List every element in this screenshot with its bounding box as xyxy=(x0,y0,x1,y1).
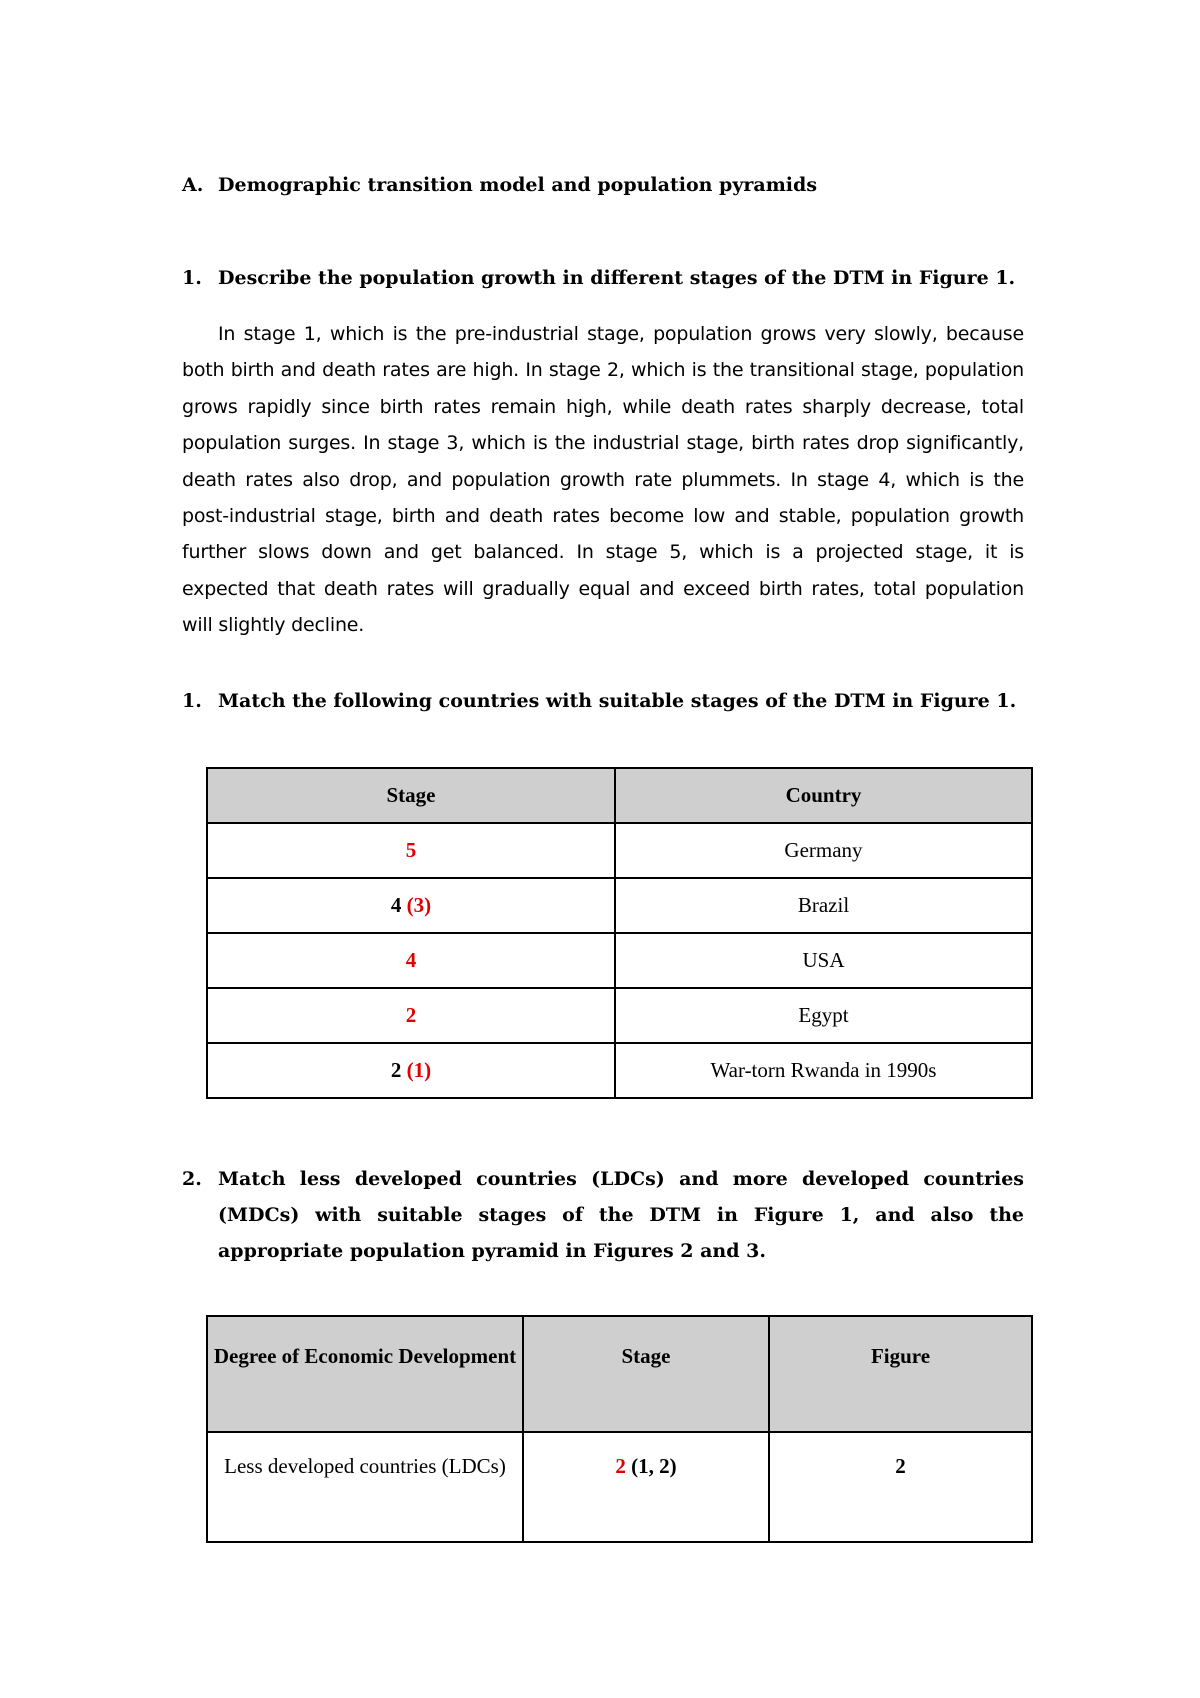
country-cell: Egypt xyxy=(615,988,1032,1043)
question-1-number: 1. xyxy=(182,267,202,289)
country-cell: USA xyxy=(615,933,1032,988)
stage-cell xyxy=(207,933,615,988)
stage-value: 4 xyxy=(390,893,402,917)
stage-correction: 2 xyxy=(615,1454,626,1478)
question-1-text: Describe the population growth in different stages of the DTM in Figure 1. xyxy=(218,267,1016,289)
stage-cell xyxy=(207,823,615,878)
question-2-text: Match less developed countries (LDCs) and more developed countries (MDCs) with suitable stages of the DTM in Figure 1, and also the appropriate population pyramid in Figures 2 and 3. xyxy=(218,1168,1024,1262)
header-stage: Stage xyxy=(207,768,615,823)
section-label: A. xyxy=(182,174,204,196)
stage-cell xyxy=(207,1043,615,1098)
table-header-row xyxy=(207,768,1032,823)
stage-correction: 5 xyxy=(405,838,417,862)
stage-country-table xyxy=(206,767,1033,1099)
country-cell: War-torn Rwanda in 1990s xyxy=(615,1043,1032,1098)
question-2 xyxy=(182,1161,1024,1269)
stage-correction: 2 xyxy=(405,1003,417,1027)
table-row xyxy=(207,823,1032,878)
stage-value: (1, 2) xyxy=(631,1454,677,1478)
question-2-number: 2. xyxy=(182,1168,202,1190)
stage-cell xyxy=(207,988,615,1043)
figure-cell: 2 xyxy=(769,1432,1032,1542)
table-row xyxy=(207,1432,1032,1542)
table-row xyxy=(207,1043,1032,1098)
question-1 xyxy=(182,260,1024,296)
question-1b-number: 1. xyxy=(182,690,202,712)
header-degree: Degree of Economic Development xyxy=(207,1316,523,1432)
table-row xyxy=(207,933,1032,988)
stage-correction: (3) xyxy=(406,893,432,917)
header-stage: Stage xyxy=(523,1316,769,1432)
country-cell: Brazil xyxy=(615,878,1032,933)
answer-paragraph: In stage 1, which is the pre-industrial stage, population grows very slowly, because both birth and death rates are high. In stage 2, which is the transitional stage, population grows rapidly since birth rates remain high, while death rates sharply decrease, total population surges. In stage 3, which is the industrial stage, birth rates drop significantly, death rates also drop, and population growth rate plummets. In stage 4, which is the post-industrial stage, birth and death rates become low and stable, population growth further slows down and get balanced. In stage 5, which is a projected stage, it is expected that death rates will gradually equal and exceed birth rates, total population will slightly decline. xyxy=(182,323,1024,637)
table-row xyxy=(207,878,1032,933)
question-1b xyxy=(182,683,1024,719)
stage-value: 2 xyxy=(390,1058,402,1082)
stage-correction: (1) xyxy=(406,1058,432,1082)
question-1b-text: Match the following countries with suitable stages of the DTM in Figure 1. xyxy=(218,690,1017,712)
stage-cell xyxy=(207,878,615,933)
section-heading xyxy=(182,167,1024,203)
header-figure: Figure xyxy=(769,1316,1032,1432)
stage-correction: 4 xyxy=(405,948,417,972)
development-stage-table xyxy=(206,1315,1033,1543)
degree-cell: Less developed countries (LDCs) xyxy=(207,1432,523,1542)
stage-cell xyxy=(523,1432,769,1542)
country-cell: Germany xyxy=(615,823,1032,878)
header-country: Country xyxy=(615,768,1032,823)
table-row xyxy=(207,988,1032,1043)
table-header-row xyxy=(207,1316,1032,1432)
section-title: Demographic transition model and population pyramids xyxy=(218,174,818,196)
